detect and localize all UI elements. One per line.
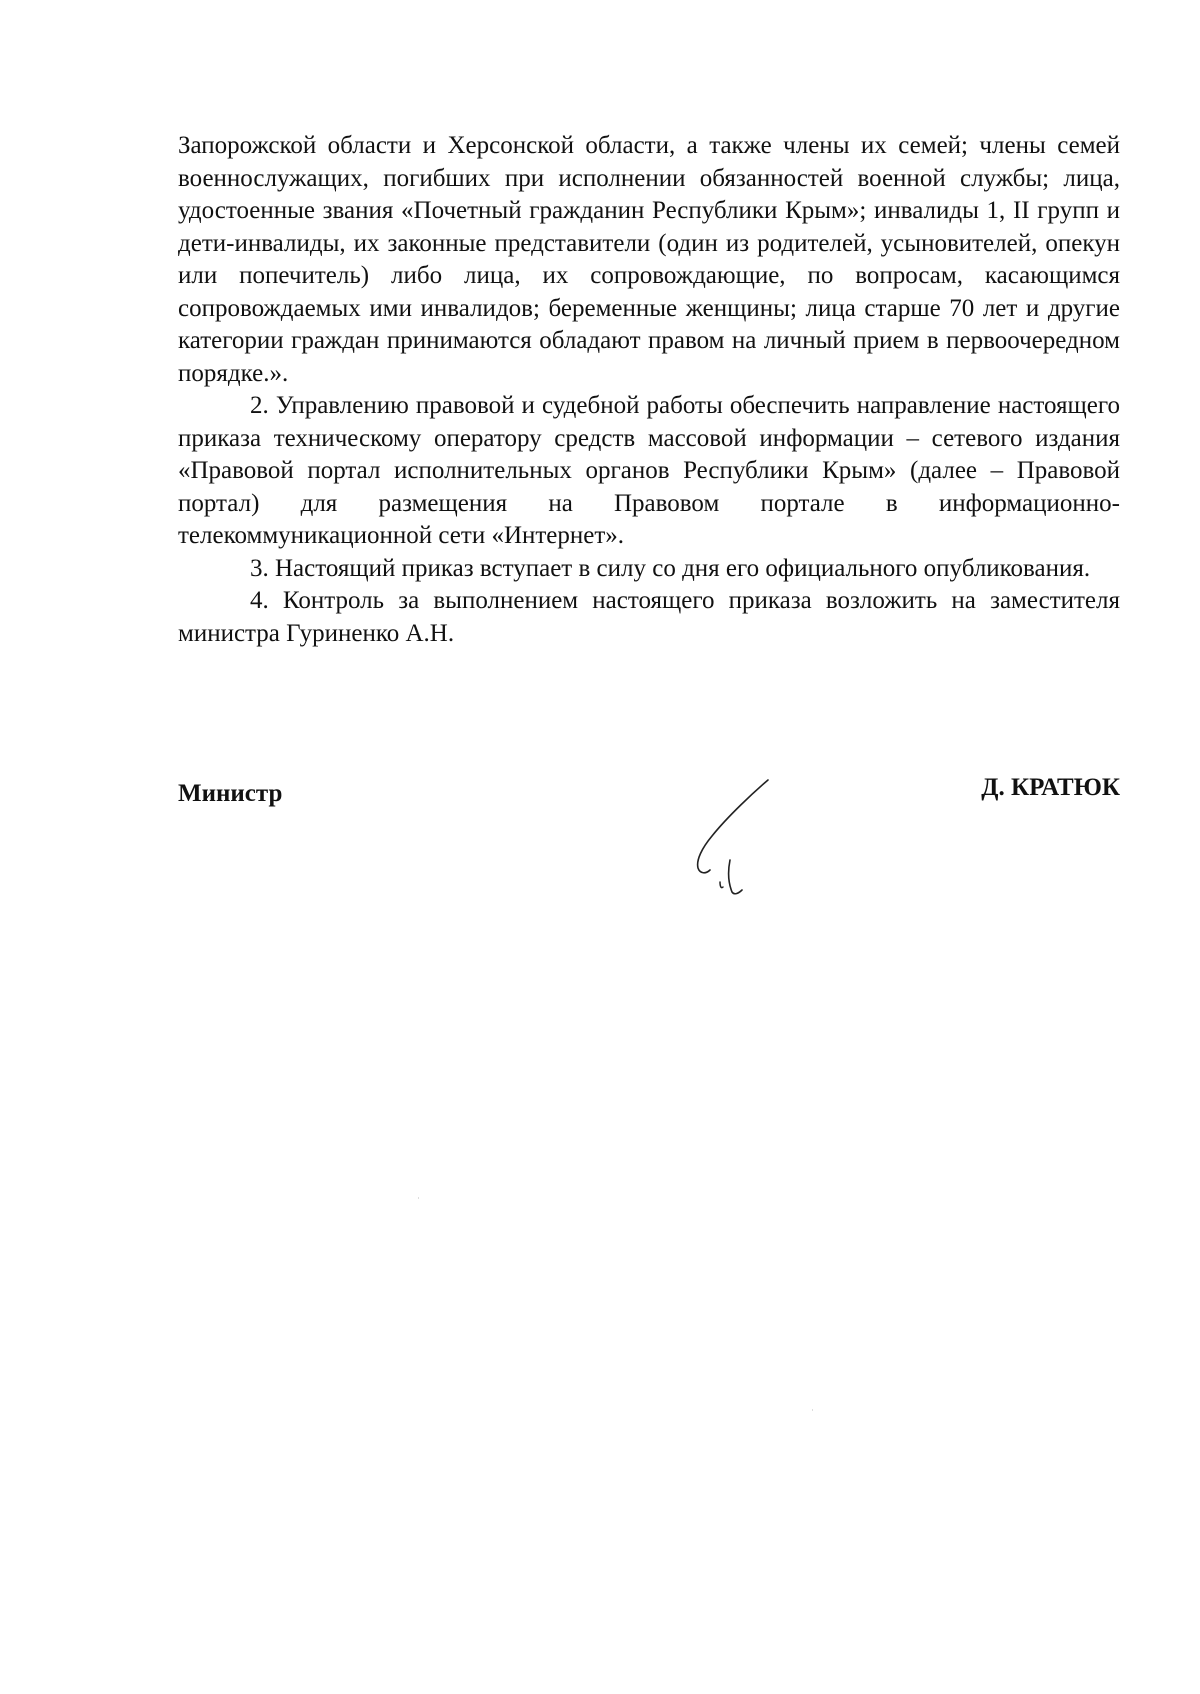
signer-name: Д. КРАТЮК — [981, 774, 1120, 801]
paragraph-item-4: 4. Контроль за выполнением настоящего приказа возложить на заместителя министра Гуриненко А.Н. — [178, 587, 1120, 647]
scan-speck — [418, 1197, 419, 1199]
paragraph-continuation: Запорожской области и Херсонской области, а также члены их семей; члены семей военнослужащих, погибших при исполнении обязанностей военной службы; лица, удостоенные звания «Почетный гражданин Республики Крым»; инвалиды 1, II групп и дети-инвалиды, их законные представители (один из родителей, усыновителей, опекун или попечитель) либо лица, их сопровождающие, по вопросам, касающимся сопровождаемых ими инвалидов; беременные женщины; лица старше 70 лет и другие категории граждан принимаются обладают правом на личный прием в первоочередном порядке.». — [178, 132, 1120, 387]
paragraph-item-3: 3. Настоящий приказ вступает в силу со дня его официального опубликования. — [250, 554, 1091, 582]
scan-speck — [812, 1409, 813, 1411]
signer-position: Министр — [178, 780, 283, 807]
paragraph-item-2: 2. Управлению правовой и судебной работы обеспечить направление настоящего приказа техническому оператору средств массовой информации – сетевого издания «Правовой портал исполнительных органов Республики Крым» (далее – Правовой портал) для размещения на Правовом портале в информационно-телекоммуникационной сети «Интернет». — [178, 392, 1120, 549]
handwritten-signature — [676, 778, 776, 898]
signature-block — [178, 774, 1120, 820]
document-body — [178, 130, 1120, 650]
